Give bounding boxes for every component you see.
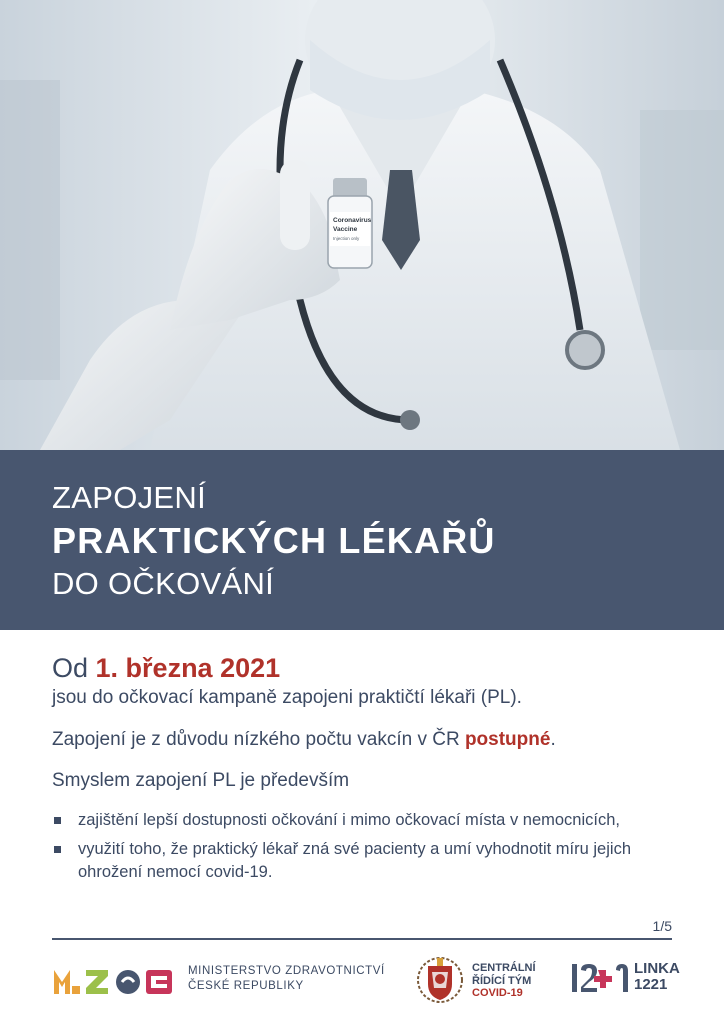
lead-date: 1. března 2021 [95, 653, 281, 683]
bullet-square-icon [54, 846, 61, 853]
team-line-3: COVID-19 [472, 987, 523, 999]
divider [52, 938, 672, 940]
ministry-line-2: ČESKÉ REPUBLIKY [188, 980, 304, 992]
paragraph-2-highlight: postupné [464, 729, 551, 750]
page-number: 1/5 [652, 918, 672, 934]
paragraph-3: Smyslem zapojení PL je především [52, 770, 350, 791]
lead-prefix: Od [52, 653, 96, 683]
ministry-name [188, 964, 385, 994]
vial-label-line3: Injection only [333, 236, 360, 241]
bullet-list [52, 809, 692, 884]
bullet-text: využití toho, že praktický lékař zná své pacienty a umí vyhodnotit míru jejich ohrožení nemocí covid-19. [78, 840, 631, 881]
vial-label-line1: Coronavirus [333, 217, 372, 224]
linka-line-1: LINKA [634, 960, 680, 977]
paragraph-1: jsou do očkovací kampaně zapojeni praktičtí lékaři (PL). [52, 687, 522, 708]
hero-photo [0, 0, 724, 450]
main-content [52, 652, 692, 890]
bullet-square-icon [54, 817, 61, 824]
lead-date-line [52, 652, 692, 684]
linka-1221-logo-icon [570, 962, 628, 994]
paragraph-2-end: . [550, 729, 556, 750]
list-item [52, 809, 692, 832]
doctor-with-vaccine-illustration [0, 0, 724, 450]
bullet-text: zajištění lepší dostupnosti očkování i mimo očkovací místa v nemocnicích, [78, 811, 620, 829]
title-band [0, 450, 724, 630]
linka-text [634, 961, 680, 993]
title-line-1: ZAPOJENÍ [52, 480, 206, 515]
team-line-2: ŘÍDÍCÍ TÝM [472, 974, 532, 987]
footer [0, 950, 724, 1010]
paragraph-2-text: Zapojení je z důvodu nízkého počtu vakcín v ČR [52, 729, 465, 750]
list-item [52, 838, 692, 884]
linka-line-2: 1221 [634, 976, 668, 993]
team-name [472, 962, 536, 1000]
ministry-logo-icon [52, 964, 176, 998]
crest-icon [416, 954, 464, 1006]
title-line-3: DO OČKOVÁNÍ [52, 566, 275, 601]
team-line-1: CENTRÁLNÍ [472, 962, 536, 974]
ministry-line-1: MINISTERSTVO ZDRAVOTNICTVÍ [188, 965, 385, 977]
paragraph-2 [52, 728, 692, 752]
vial-label-line2: Vaccine [333, 226, 358, 233]
title-line-2: PRAKTICKÝCH LÉKAŘŮ [52, 520, 496, 561]
